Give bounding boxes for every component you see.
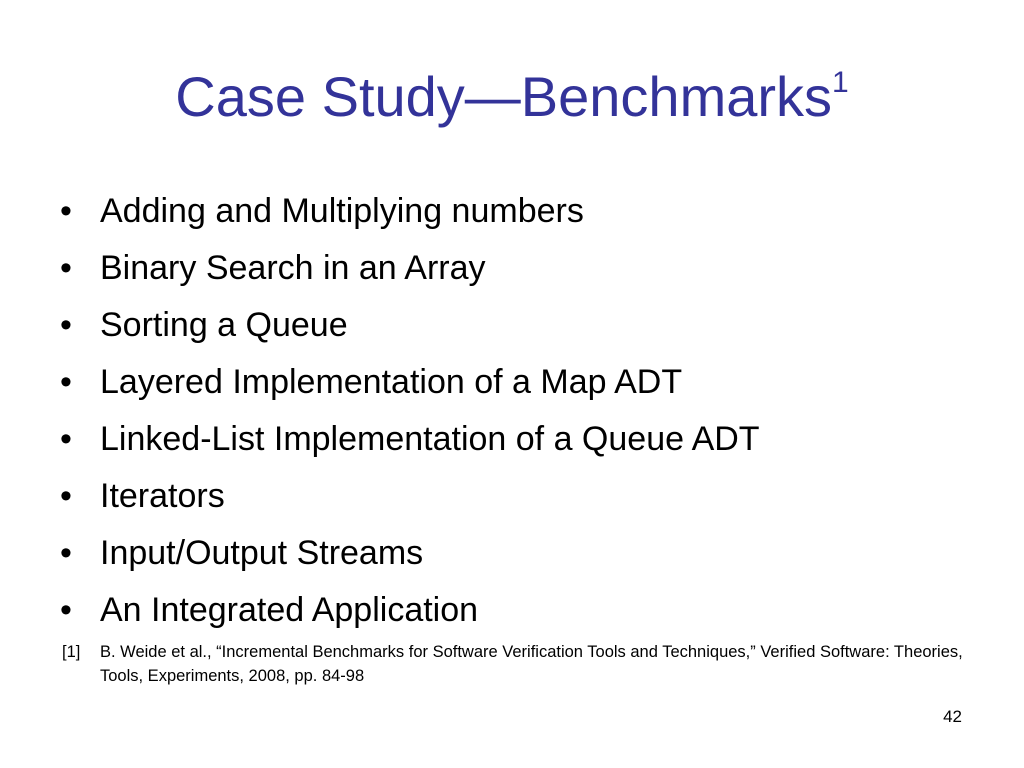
bullet-icon: • [60, 192, 72, 230]
bullet-icon: • [60, 477, 72, 515]
bullet-text: Iterators [100, 477, 225, 515]
bullet-text: Adding and Multiplying numbers [100, 192, 584, 230]
bullet-text: An Integrated Application [100, 591, 479, 629]
bullet-text: Sorting a Queue [100, 306, 348, 344]
bullet-text: Layered Implementation of a Map ADT [100, 363, 683, 401]
bullet-text: Input/Output Streams [100, 534, 424, 572]
footnote-text: B. Weide et al., “Incremental Benchmarks for Software Verification Tools and Techniques,” Verified Software: Theories, Tools, Experiments, 2008, pp. 84-98 [100, 643, 963, 685]
bullet-text: Linked-List Implementation of a Queue ADT [100, 420, 760, 458]
bullet-icon: • [60, 306, 72, 344]
page-number: 42 [943, 707, 962, 726]
footnote-reference: 1 [832, 66, 849, 100]
bullet-text: Binary Search in an Array [100, 249, 486, 287]
footnote-marker: [1] [62, 643, 81, 661]
slide-title [0, 62, 1024, 132]
bullet-icon: • [60, 249, 72, 287]
bullet-icon: • [60, 420, 72, 458]
bullet-icon: • [60, 591, 72, 629]
bullet-icon: • [60, 363, 72, 401]
bullet-icon: • [60, 534, 72, 572]
slide-title-text: Case Study—Benchmarks [175, 65, 833, 128]
